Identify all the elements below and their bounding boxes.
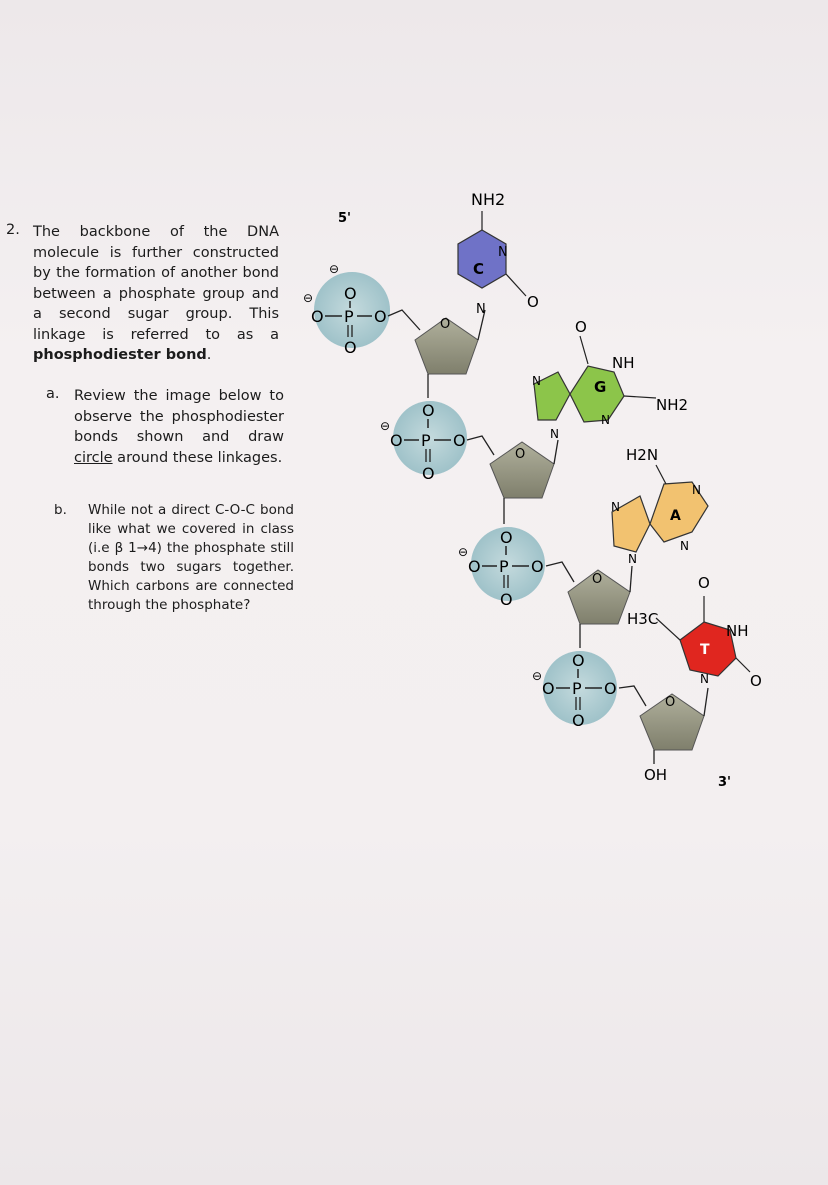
phosphate-group-4: [532, 651, 617, 730]
phosphodiester-term: phosphodiester bond: [33, 347, 207, 363]
ring-nitrogen: N: [601, 413, 610, 427]
part-a-ending: around these linkages.: [112, 449, 283, 466]
sugar-oxygen: O: [440, 317, 451, 332]
part-a-intro: Review the image below to observe the phosphodiester bonds shown and draw: [74, 388, 284, 445]
question-2-intro: The backbone of the DNA molecule is further constructed by the formation of another bond between a phosphate group and a second sugar group. This linkage is referred to as a: [33, 224, 279, 343]
phosphate-oxygen: O: [311, 307, 324, 326]
part-b-text: While not a direct C-O-C bond like what we covered in class (i.e β 1→4) the phosphate still bonds two sugars together. Which carbons are connected through the phosphate?: [88, 502, 294, 613]
base-letter: T: [700, 642, 710, 658]
question-2-period: .: [206, 347, 212, 363]
base-guanine: [532, 318, 688, 441]
phosphate-oxygen: O: [468, 557, 481, 576]
carbonyl-oxygen: O: [575, 318, 587, 336]
circle-term: circle: [74, 449, 113, 466]
ring-nitrogen: N: [692, 483, 701, 497]
sugar-ring-3: [568, 570, 630, 624]
phosphate-oxygen: O: [390, 431, 403, 450]
phosphorus: P: [421, 431, 431, 450]
phosphate-oxygen: O: [500, 590, 513, 609]
phosphate-group-3: [458, 527, 545, 609]
phosphate-group-2: [380, 401, 467, 483]
phosphate-oxygen: O: [531, 557, 544, 576]
carbonyl-oxygen: O: [698, 574, 710, 592]
phosphate-group-1: [303, 262, 390, 357]
phosphate-oxygen: O: [604, 679, 617, 698]
phosphate-charge: ⊖: [458, 545, 469, 559]
ring-nitrogen: N: [550, 427, 559, 441]
amine-group: H2N: [626, 446, 659, 464]
question-number: 2.: [6, 222, 20, 238]
phosphorus: P: [499, 557, 509, 576]
ring-nitrogen: N: [628, 552, 637, 566]
five-prime-label: 5': [338, 211, 352, 226]
phosphate-oxygen: O: [542, 679, 555, 698]
base-letter: C: [473, 260, 485, 278]
phosphorus: P: [344, 307, 354, 326]
ring-nitrogen: N: [532, 374, 541, 388]
phosphate-charge: ⊖: [532, 669, 543, 683]
ring-nitrogen: N: [476, 302, 486, 317]
phosphate-charge: ⊖: [380, 419, 391, 433]
phosphate-oxygen: O: [344, 284, 357, 303]
phosphate-oxygen: O: [422, 401, 435, 420]
sugar-ring-4: [640, 694, 704, 750]
ring-nitrogen: N: [611, 500, 620, 514]
phosphate-oxygen: O: [453, 431, 466, 450]
ring-nitrogen: N: [680, 539, 689, 553]
sugar-oxygen: O: [592, 572, 603, 587]
base-letter: A: [670, 508, 681, 524]
phosphate-oxygen: O: [500, 528, 513, 547]
phosphate-oxygen: O: [572, 651, 585, 670]
phosphate-oxygen: O: [374, 307, 387, 326]
part-a-label: a.: [46, 386, 60, 402]
terminal-hydroxyl: OH: [644, 766, 668, 784]
base-cytosine: [458, 190, 539, 317]
sugar-oxygen: O: [665, 695, 676, 710]
carbonyl-oxygen: O: [750, 672, 762, 690]
phosphate-oxygen: O: [344, 338, 357, 357]
phosphate-charge: ⊖: [329, 262, 340, 276]
phosphate-oxygen: O: [572, 711, 585, 730]
amine-group: NH2: [471, 190, 506, 209]
phosphorus: P: [572, 679, 582, 698]
base-thymine: [627, 574, 762, 690]
methyl-group: H3C: [627, 610, 659, 628]
sugar-ring-1: [415, 317, 478, 374]
part-b-label: b.: [54, 502, 67, 518]
sugar-ring-2: [490, 442, 554, 498]
base-letter: G: [594, 378, 607, 396]
amine-group: NH2: [656, 396, 689, 414]
phosphate-charge: ⊖: [303, 291, 314, 305]
imine-nh: NH: [726, 622, 749, 640]
imine-nh: NH: [612, 354, 635, 372]
phosphate-oxygen: O: [422, 464, 435, 483]
carbonyl-oxygen: O: [527, 293, 539, 311]
ring-nitrogen: N: [498, 245, 508, 260]
base-adenine: [611, 446, 708, 566]
ring-nitrogen: N: [700, 672, 709, 686]
three-prime-label: 3': [718, 775, 732, 790]
sugar-oxygen: O: [515, 447, 526, 462]
